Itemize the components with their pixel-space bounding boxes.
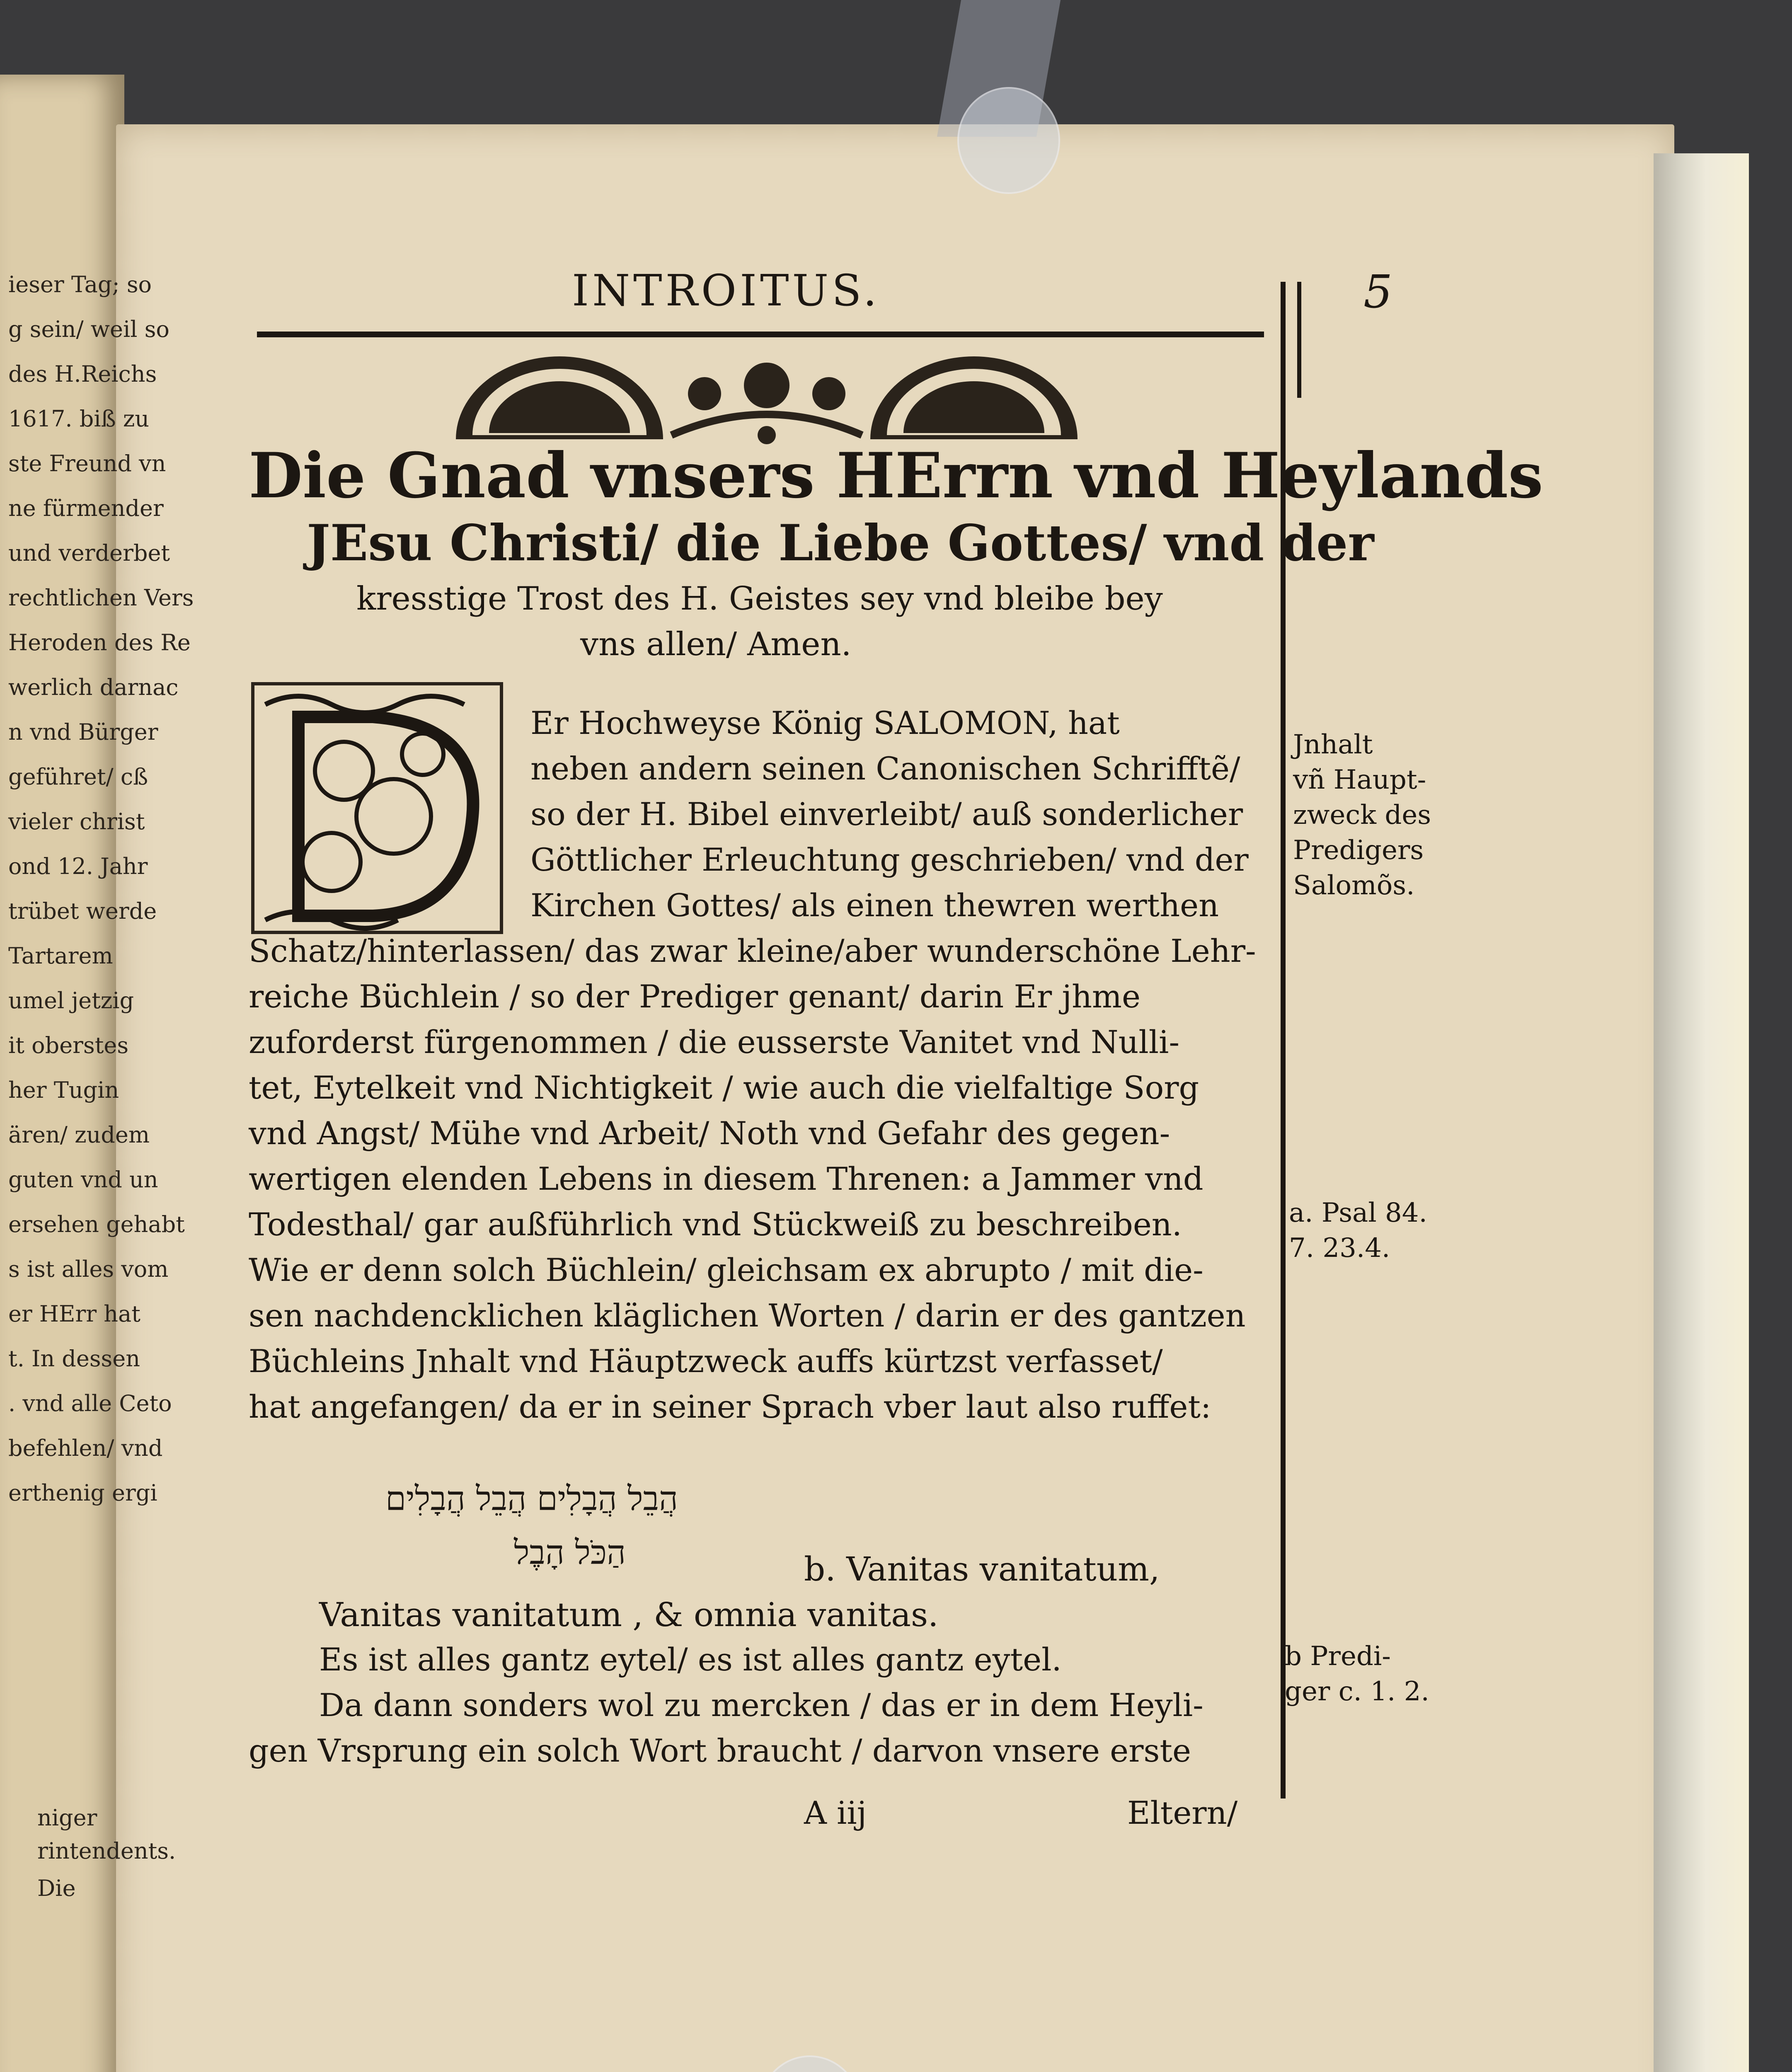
left-page-line: . vnd alle Ceto: [8, 1390, 172, 1416]
header-rule: [257, 332, 1264, 337]
left-page-line: rintendents.: [37, 1838, 176, 1864]
body-line: Göttlicher Erleuchtung geschrieben/ vnd der: [530, 841, 1249, 878]
left-page-line: ersehen gehabt: [8, 1211, 185, 1237]
left-page-line: er HErr hat: [8, 1301, 140, 1327]
title-line-4: vns allen/ Amen.: [580, 626, 852, 663]
body-line: Todesthal/ gar außführlich vnd Stückweiß zu beschreiben.: [249, 1206, 1182, 1243]
title-line-1: Die Gnad vnsers HErrn vnd Heylands: [249, 439, 1543, 512]
left-page-line: befehlen/ vnd: [8, 1435, 163, 1461]
left-page-line: t. In dessen: [8, 1346, 140, 1372]
body-line: wertigen elenden Lebens in diesem Threnen: a Jammer vnd: [249, 1160, 1204, 1197]
marginal-line: zweck des: [1293, 800, 1431, 830]
left-page-line: Tartarem: [8, 943, 113, 969]
left-page-line: Heroden des Re: [8, 629, 191, 656]
ornament-headpiece: [448, 352, 1086, 448]
title-line-2: JEsu Christi/ die Liebe Gottes/ vnd der: [307, 514, 1374, 572]
running-head: INTROITUS.: [572, 265, 880, 316]
left-page-line: ieser Tag; so: [8, 271, 152, 298]
latin-line-1: b. Vanitas vanitatum,: [804, 1550, 1160, 1588]
title-line-3: kresstige Trost des H. Geistes sey vnd bleibe bey: [356, 580, 1163, 617]
body-line: Kirchen Gottes/ als einen thewren werthen: [530, 887, 1219, 924]
left-page-line: it oberstes: [8, 1032, 129, 1058]
marginal-line: ger c. 1. 2.: [1285, 1676, 1429, 1707]
body-line: neben andern seinen Canonischen Schrifftẽ/: [530, 750, 1240, 787]
body-line: Wie er denn solch Büchlein/ gleichsam ex abrupto / mit die-: [249, 1251, 1204, 1288]
left-page-line: her Tugin: [8, 1077, 119, 1103]
marginal-line: Jnhalt: [1293, 729, 1373, 760]
left-page-line: n vnd Bürger: [8, 719, 158, 745]
marginal-line: b Predi-: [1285, 1641, 1391, 1672]
body-line: hat angefangen/ da er in seiner Sprach vber laut also ruffet:: [249, 1388, 1211, 1425]
body-line: so der H. Bibel einverleibt/ auß sonderlicher: [530, 796, 1243, 833]
body-line: Er Hochweyse König SALOMON, hat: [530, 704, 1120, 741]
book-clip-top-pad: [957, 87, 1060, 194]
left-page-line: s ist alles vom: [8, 1256, 169, 1282]
left-page-line: erthenig ergi: [8, 1480, 157, 1506]
body-line: Schatz/hinterlassen/ das zwar kleine/aber wunderschöne Lehr-: [249, 932, 1256, 969]
left-page-line: vieler christ: [8, 808, 145, 835]
body-line: Büchleins Jnhalt vnd Häuptzweck auffs kürtzst verfasset/: [249, 1343, 1163, 1380]
hebrew-line-2: הַכֹּל הָבֶל: [514, 1533, 626, 1572]
marginal-line: Salomõs.: [1293, 870, 1415, 901]
body-line: tet, Eytelkeit vnd Nichtigkeit / wie auch die vielfaltige Sorg: [249, 1069, 1199, 1106]
left-page-line: 1617. biß zu: [8, 406, 150, 432]
marginal-line: vñ Haupt-: [1293, 765, 1426, 795]
left-page-line: ne fürmender: [8, 495, 164, 521]
body-line: zuforderst fürgenommen / die eusserste Vanitet vnd Nulli-: [249, 1024, 1180, 1060]
left-page-line: ären/ zudem: [8, 1122, 150, 1148]
left-page-line: und verderbet: [8, 540, 170, 566]
catchword: Eltern/: [1127, 1794, 1238, 1831]
body-line: vnd Angst/ Mühe vnd Arbeit/ Noth vnd Gefahr des gegen-: [249, 1115, 1170, 1152]
left-page-line: trübet werde: [8, 898, 157, 924]
left-page-line: umel jetzig: [8, 988, 134, 1014]
marginal-line: Predigers: [1293, 835, 1424, 866]
closing-line: Da dann sonders wol zu mercken / das er in dem Heyli-: [319, 1687, 1204, 1723]
left-page-line: guten vnd un: [8, 1167, 158, 1193]
margin-rule-top: [1297, 282, 1301, 398]
left-page-line: ond 12. Jahr: [8, 853, 148, 879]
left-page-line: niger: [37, 1805, 97, 1831]
left-page-line: geführet/ cß: [8, 764, 148, 790]
left-page-line: des H.Reichs: [8, 361, 157, 387]
closing-line: Es ist alles gantz eytel/ es ist alles gantz eytel.: [319, 1641, 1062, 1678]
left-page-line: Die: [37, 1875, 76, 1901]
page-edges: [1654, 153, 1749, 2072]
marginal-line: a. Psal 84.: [1289, 1198, 1427, 1228]
signature-mark: A iij: [804, 1794, 867, 1831]
body-line: reiche Büchlein / so der Prediger genant/ darin Er jhme: [249, 978, 1141, 1015]
left-page-line: rechtlichen Vers: [8, 585, 194, 611]
left-page-line: g sein/ weil so: [8, 316, 170, 342]
latin-line-2: Vanitas vanitatum , & omnia vanitas.: [319, 1595, 939, 1634]
closing-line: gen Vrsprung ein solch Wort braucht / darvon vnsere erste: [249, 1732, 1191, 1769]
body-line: sen nachdencklichen kläglichen Worten / darin er des gantzen: [249, 1297, 1246, 1334]
decorated-initial: [249, 680, 506, 937]
marginal-line: 7. 23.4.: [1289, 1233, 1390, 1264]
left-page-line: werlich darnac: [8, 674, 179, 700]
left-page-line: ste Freund vn: [8, 450, 166, 477]
folio-number: 5: [1363, 265, 1392, 318]
hebrew-line-1: הֲבֵל הֲבָלִים הֲבֵל הֲבָלִים: [385, 1479, 678, 1518]
